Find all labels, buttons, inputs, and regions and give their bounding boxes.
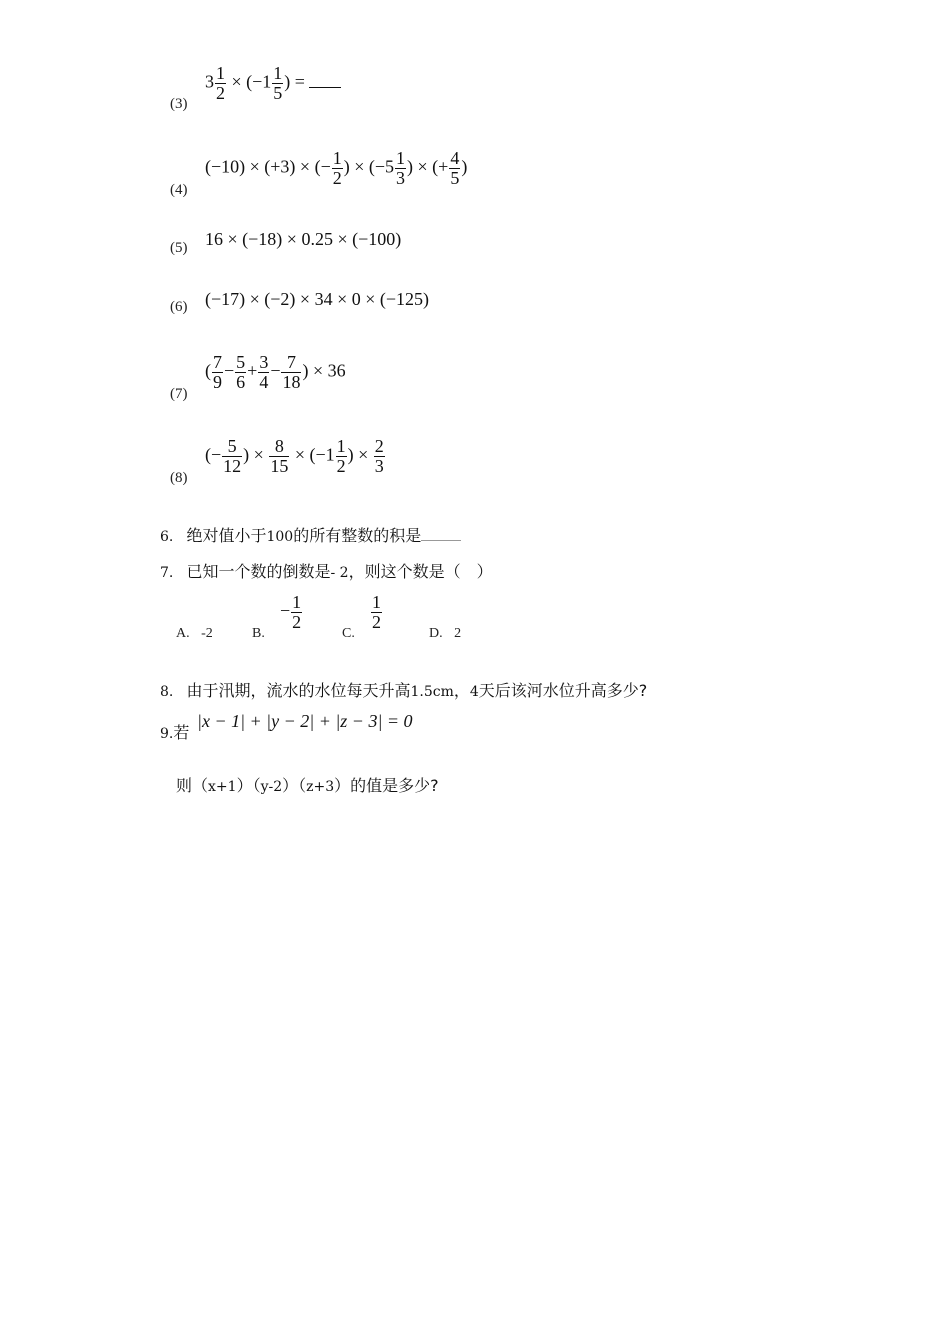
question-number: 9. xyxy=(160,726,174,742)
expression-4 xyxy=(205,149,467,188)
fraction: $\frac{7}{18}$ xyxy=(282,352,301,392)
text: ) × xyxy=(347,444,369,465)
fraction: $\frac{7}{9}$ xyxy=(213,352,222,392)
text: × (−1 xyxy=(294,444,335,465)
question-text: 若 xyxy=(173,723,190,742)
question-6 xyxy=(160,523,461,546)
minus-sign: − xyxy=(280,600,291,621)
expr: x+1 xyxy=(208,779,237,795)
question-7 xyxy=(160,559,493,582)
answer-blank[interactable] xyxy=(309,87,341,88)
question-text: ，则这个数是（ ） xyxy=(348,562,493,581)
fraction: $\frac{4}{5}$ xyxy=(450,148,460,188)
question-text: 绝对值小于 xyxy=(186,526,267,545)
problem-label-4: (4) xyxy=(170,182,188,198)
fraction: $\frac{5}{12}$ xyxy=(223,436,242,476)
option-b-label[interactable]: B. xyxy=(252,626,265,641)
text: (− xyxy=(205,444,222,465)
option-label: A. xyxy=(176,626,190,641)
operator: − xyxy=(224,360,235,381)
text: (−10) × (+3) × (− xyxy=(205,156,331,177)
expression-5: 16 × (−18) × 0.25 × (−100) xyxy=(205,229,402,249)
text: ）（ xyxy=(282,776,307,795)
text: ) × xyxy=(243,444,264,465)
question-value: - 2 xyxy=(330,565,349,581)
text: ) × (+ xyxy=(407,156,449,177)
question-value: 4 xyxy=(469,684,479,700)
problem-label-8: (8) xyxy=(170,470,188,486)
fraction: $\frac{1}{2}$ xyxy=(292,592,302,632)
expression-7 xyxy=(205,353,346,392)
option-c-value xyxy=(370,593,383,632)
text: ( xyxy=(205,360,211,381)
question-text: 由于汛期，流水的水位每天升高 xyxy=(186,681,411,700)
operator: − xyxy=(270,360,281,381)
option-c-label[interactable]: C. xyxy=(342,626,355,641)
option-value: -2 xyxy=(201,626,213,641)
operator: + xyxy=(247,360,258,381)
text: × (−1 xyxy=(231,71,272,92)
expression-8 xyxy=(205,437,386,476)
question-value: 100 xyxy=(266,529,294,545)
question-9 xyxy=(160,720,189,743)
whole: 3 xyxy=(205,71,214,92)
separator: ， xyxy=(453,681,470,700)
problem-label-7: (7) xyxy=(170,386,188,402)
option-d[interactable] xyxy=(429,626,461,642)
fraction: $\frac{1}{2}$ xyxy=(372,592,381,632)
expr: y-2 xyxy=(260,779,283,795)
text: ) xyxy=(461,156,468,177)
fraction: $\frac{5}{6}$ xyxy=(236,352,246,392)
fraction: $\frac{1}{2}$ xyxy=(336,436,346,476)
text: ）（ xyxy=(236,776,261,795)
question-number: 7. xyxy=(160,565,174,581)
question-9-prompt xyxy=(176,773,439,796)
text: 则（ xyxy=(176,776,209,795)
equation-9: |x − 1| + |y − 2| + |z − 3| = 0 xyxy=(197,711,413,731)
option-label: D. xyxy=(429,626,443,641)
expression-6: (−17) × (−2) × 34 × 0 × (−125) xyxy=(205,289,430,309)
fraction: $\frac{1}{2}$ xyxy=(332,148,342,188)
question-number: 6. xyxy=(160,529,174,545)
text: ) × (−5 xyxy=(343,156,395,177)
option-value: 2 xyxy=(454,626,462,641)
fraction: $\frac{1}{3}$ xyxy=(396,148,406,188)
fraction: $\frac{1}{2}$ xyxy=(216,63,225,103)
fraction: $\frac{3}{4}$ xyxy=(259,352,269,392)
question-text: 已知一个数的倒数是 xyxy=(186,562,331,581)
question-text: 的所有整数的积是 xyxy=(293,526,422,545)
fraction: $\frac{2}{3}$ xyxy=(374,436,384,476)
answer-blank[interactable] xyxy=(421,540,461,541)
text: ) = xyxy=(284,71,305,92)
fraction: $\frac{1}{5}$ xyxy=(273,63,283,103)
expression-3 xyxy=(205,64,341,103)
option-b-value xyxy=(280,593,303,632)
text: ) × 36 xyxy=(302,360,346,381)
question-value: 1.5cm xyxy=(410,684,454,700)
problem-label-6: (6) xyxy=(170,299,188,315)
problem-label-5: (5) xyxy=(170,240,188,256)
text: ）的值是多少? xyxy=(334,776,439,795)
question-number: 8. xyxy=(160,684,174,700)
problem-label-3: (3) xyxy=(170,96,188,112)
expr: z+3 xyxy=(306,779,335,795)
fraction: $\frac{8}{15}$ xyxy=(270,436,289,476)
question-8 xyxy=(160,678,647,701)
option-a[interactable] xyxy=(176,626,213,642)
question-text: 天后该河水位升高多少? xyxy=(478,681,648,700)
